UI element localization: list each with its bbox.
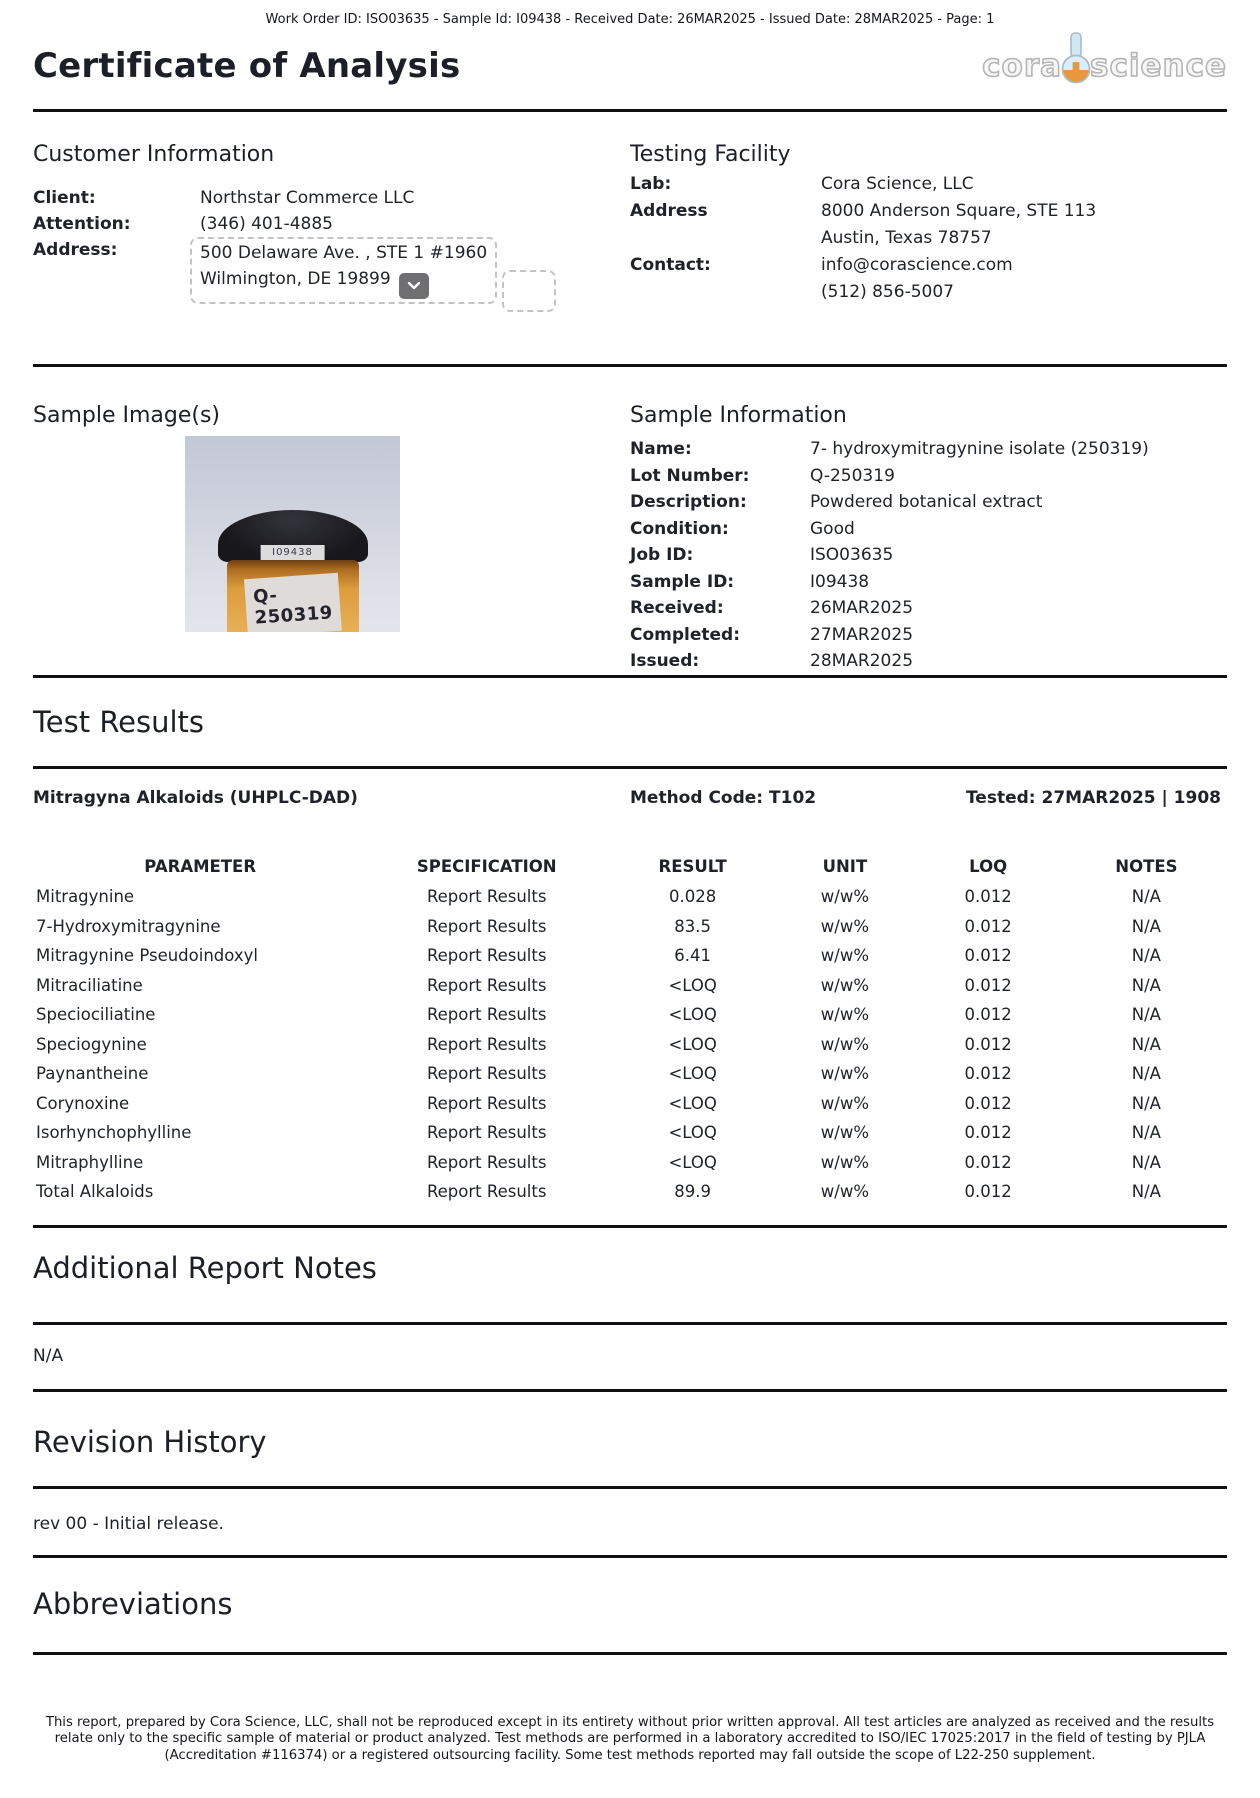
cell-loq: 0.012 [964,1005,1012,1024]
workorder-meta-line: Work Order ID: ISO03635 - Sample Id: I09438 - Received Date: 26MAR2025 - Issued Date: 28MAR2025 - Page: 1 [265,12,995,27]
cell-loq: 0.012 [964,1034,1012,1054]
col-unit: UNIT [822,857,868,876]
facility-row [630,171,1227,198]
facility-value: info@corascience.com (512) 856-5007 [821,255,1013,302]
cell-notes: N/A [1131,1064,1161,1083]
cell-specification: Report Results [426,1152,547,1172]
cell-unit: w/w% [820,1123,870,1142]
cell-specification: Report Results [426,1005,547,1024]
cell-loq: 0.012 [964,1182,1012,1201]
address-line1: 500 Delaware Ave. , STE 1 #1960 [200,243,488,263]
legal-footer: This report, prepared by Cora Science, LLC, shall not be reproduced except in its entirety without prior written approval. All test articles are analyzed as received and the results relate only to the specific sample of material or product analyzed. Test methods are performed in a laboratory accredited to ISO/IEC 17025:2017 in the field of testing by PJLA (Accreditation #116374) or a registered outsourcing facility. Some test methods reported may fall outside the scope of L22-250 supplement. [45,1714,1215,1763]
address-label: Address: [33,240,118,260]
method-row [33,787,1227,809]
sample-info-row [630,648,1227,675]
cell-parameter: Paynantheine [36,1064,149,1083]
chevron-down-button[interactable] [399,273,429,299]
facility-value: 8000 Anderson Square, STE 113 Austin, Texas 78757 [821,201,1097,248]
address-row [33,237,630,304]
cell-unit: w/w% [820,946,870,965]
additional-notes-heading: Additional Report Notes [33,1250,377,1285]
flask-icon [1059,31,1093,89]
sample-info-value: I09438 [810,571,870,592]
cell-result: <LOQ [668,1123,717,1142]
cell-result: <LOQ [668,1005,717,1024]
sample-info-row [630,595,1227,622]
cell-notes: N/A [1131,975,1161,995]
sample-info-row [630,516,1227,543]
cell-unit: w/w% [820,916,870,936]
divider [33,1555,1227,1558]
divider [33,766,1227,769]
address-line2: Wilmington, DE 19899 [200,269,391,289]
cell-notes: N/A [1131,1182,1161,1201]
sample-info-value: 27MAR2025 [810,624,914,645]
divider [33,675,1227,678]
sample-info-label: Issued: [630,651,700,671]
cell-result: <LOQ [668,1064,717,1083]
cell-loq: 0.012 [964,916,1012,936]
cell-result: 0.028 [669,887,717,906]
client-value: Northstar Commerce LLC [200,188,415,208]
col-parameter: PARAMETER [144,857,257,876]
cell-result: 6.41 [674,946,712,965]
logo-word-cora: cora [982,48,1063,84]
cell-result: <LOQ [668,975,717,995]
cell-result: 89.9 [674,1182,712,1201]
table-row [33,1000,1227,1030]
results-header-row [33,857,1227,882]
testing-facility-heading: Testing Facility [630,142,791,167]
additional-notes-content: N/A [33,1345,64,1366]
sample-information-heading: Sample Information [630,403,847,428]
table-row [33,1030,1227,1060]
results-table [33,857,1227,1207]
cell-parameter: Mitraciliatine [36,975,143,995]
sample-info-row [630,436,1227,463]
sample-info-label: Job ID: [630,545,694,565]
sample-info-label: Sample ID: [630,571,735,592]
cell-result: 83.5 [674,916,712,936]
cell-specification: Report Results [426,975,547,995]
table-row [33,1177,1227,1207]
cell-parameter: 7-Hydroxymitragynine [36,916,221,936]
col-loq: LOQ [969,857,1008,876]
table-row [33,1089,1227,1119]
cell-specification: Report Results [426,1064,547,1083]
table-row [33,912,1227,942]
sample-info-row [630,569,1227,596]
col-notes: NOTES [1115,857,1178,876]
cell-specification: Report Results [426,1034,547,1054]
logo-word-science: science [1090,48,1227,84]
cell-unit: w/w% [820,1034,870,1054]
customer-information [33,142,630,364]
cell-unit: w/w% [820,975,870,995]
divider [33,1322,1227,1325]
facility-row [630,252,1227,306]
divider [33,1225,1227,1228]
facility-label: Contact: [630,255,711,275]
cell-unit: w/w% [820,1152,870,1172]
cell-parameter: Mitraphylline [36,1152,144,1172]
sample-info-row [630,463,1227,490]
cell-unit: w/w% [820,1005,870,1024]
cell-notes: N/A [1131,1005,1161,1024]
sample-info-value: 26MAR2025 [810,598,914,618]
jar-body [227,560,359,632]
assay-title: Mitragyna Alkaloids (UHPLC-DAD) [33,788,358,808]
cell-parameter: Corynoxine [36,1093,130,1113]
cell-loq: 0.012 [964,1123,1012,1142]
cell-result: <LOQ [668,1152,717,1172]
client-row [33,185,630,211]
sample-info-value: Q-250319 [810,465,895,486]
sample-images-heading: Sample Image(s) [33,403,221,428]
facility-value: Cora Science, LLC [821,174,974,194]
table-row [33,941,1227,971]
cell-unit: w/w% [820,1182,870,1201]
attention-label: Attention: [33,214,131,234]
jar-label: Q-250319 [244,573,342,632]
cell-result: <LOQ [668,1093,717,1113]
table-row [33,1118,1227,1148]
cell-parameter: Total Alkaloids [36,1182,154,1201]
cell-unit: w/w% [820,1093,870,1113]
customer-facility-section [0,112,1260,364]
cell-loq: 0.012 [964,1093,1012,1113]
sample-info-row [630,542,1227,569]
jar-lid-label: I09438 [260,545,325,560]
cell-unit: w/w% [820,1064,870,1083]
table-row [33,971,1227,1001]
revision-history-heading: Revision History [33,1424,267,1459]
sample-info-row [630,489,1227,516]
sample-info-rows [630,436,1227,675]
facility-label: Address [630,201,708,221]
cell-loq: 0.012 [964,946,1012,965]
cell-result: <LOQ [668,1034,717,1054]
client-label: Client: [33,188,96,208]
sample-info-label: Condition: [630,518,729,539]
cell-parameter: Mitragynine [36,887,135,906]
method-code: Method Code: T102 [630,788,817,808]
adjacent-field-highlight[interactable] [502,270,556,312]
sample-info-value: Good [810,518,855,539]
sample-photo [185,436,400,632]
cell-parameter: Speciociliatine [36,1005,156,1024]
testing-facility [630,142,1227,364]
table-row [33,1059,1227,1089]
cell-parameter: Mitragynine Pseudoindoxyl [36,946,258,965]
cell-notes: N/A [1131,916,1161,936]
sample-info-value: ISO03635 [810,545,894,565]
page-title: Certificate of Analysis [33,46,461,86]
facility-row [630,198,1227,252]
sample-info-row [630,622,1227,649]
cell-loq: 0.012 [964,887,1012,906]
cell-notes: N/A [1131,946,1161,965]
attention-row [33,211,630,237]
sample-info-label: Received: [630,598,724,618]
facility-rows [630,171,1227,306]
jar-lid [218,510,368,562]
customer-information-heading: Customer Information [33,142,275,167]
sample-info-value: Powdered botanical extract [810,492,1043,512]
facility-label: Lab: [630,174,672,194]
col-result: RESULT [658,857,727,876]
cell-specification: Report Results [426,887,547,906]
cell-notes: N/A [1131,1034,1161,1054]
cell-specification: Report Results [426,916,547,936]
sample-info-value: 28MAR2025 [810,651,914,671]
cell-specification: Report Results [426,1123,547,1142]
sample-info-label: Description: [630,492,747,512]
sample-info-label: Name: [630,439,692,459]
divider [33,1389,1227,1392]
cell-specification: Report Results [426,946,547,965]
revision-history-content: rev 00 - Initial release. [33,1513,224,1534]
sample-info-value: 7- hydroxymitragynine isolate (250319) [810,439,1149,459]
cell-loq: 0.012 [964,1152,1012,1172]
title-row [0,37,1260,95]
brand-logo [982,37,1227,95]
cell-specification: Report Results [426,1182,547,1201]
table-row [33,882,1227,912]
tested-date: Tested: 27MAR2025 | 1908 [965,788,1221,808]
cell-loq: 0.012 [964,1064,1012,1083]
cell-notes: N/A [1131,887,1161,906]
cell-notes: N/A [1131,1123,1161,1142]
certificate-page [0,12,1260,1798]
sample-images [33,403,630,675]
sample-info-label: Lot Number: [630,465,750,486]
cell-parameter: Isorhynchophylline [36,1123,192,1142]
cell-notes: N/A [1131,1152,1161,1172]
divider [33,1652,1227,1655]
sample-section [0,367,1260,675]
abbreviations-heading: Abbreviations [33,1586,233,1621]
address-field-highlight[interactable] [190,237,497,304]
cell-notes: N/A [1131,1093,1161,1113]
test-results-heading: Test Results [33,705,205,739]
sample-info-label: Completed: [630,624,741,645]
attention-value: (346) 401-4885 [200,214,333,234]
cell-unit: w/w% [820,887,870,906]
cell-parameter: Speciogynine [36,1034,147,1054]
cell-loq: 0.012 [964,975,1012,995]
table-row [33,1148,1227,1178]
col-specification: SPECIFICATION [416,857,557,876]
divider [33,1486,1227,1489]
cell-specification: Report Results [426,1093,547,1113]
sample-information [630,403,1227,675]
results-body [33,882,1227,1207]
